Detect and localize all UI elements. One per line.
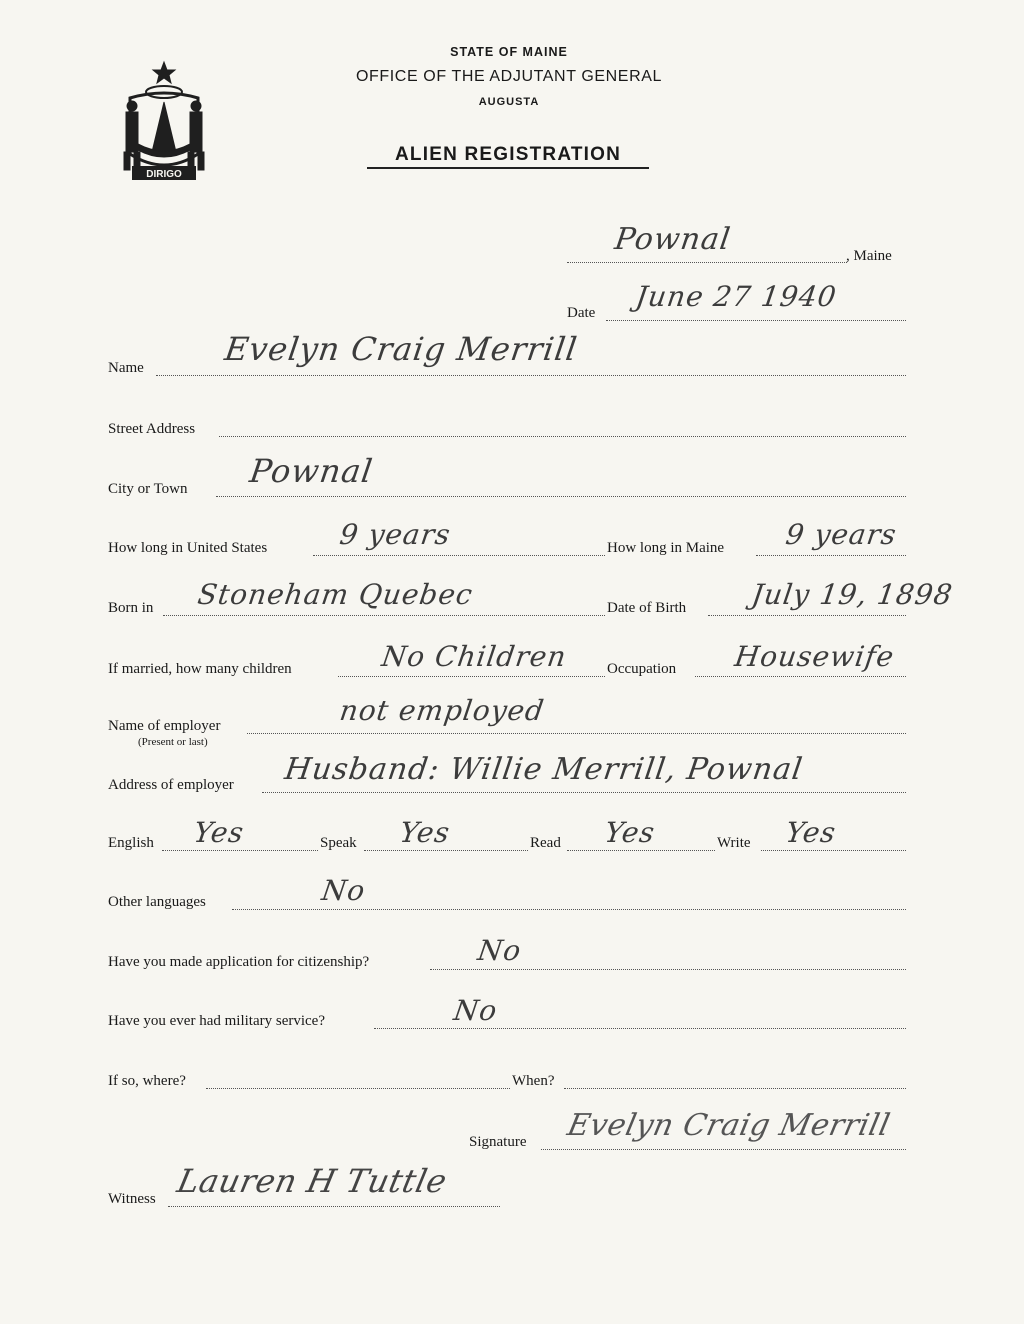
employer-address-label: Address of employer	[108, 777, 234, 793]
witness-line	[168, 1206, 500, 1207]
employer-line	[247, 733, 906, 734]
seal-banner: DIRIGO	[146, 169, 182, 180]
city-label: City or Town	[108, 481, 188, 497]
street-address-label: Street Address	[108, 421, 196, 437]
witness-label: Witness	[108, 1191, 156, 1207]
write-label: Write	[717, 835, 751, 851]
employer-address-line	[262, 792, 906, 793]
form-title: ALIEN REGISTRATION	[394, 144, 622, 165]
name-line	[156, 375, 906, 376]
maine-label: , Maine	[846, 248, 892, 264]
where-label: If so, where?	[108, 1073, 186, 1089]
city-heading: AUGUSTA	[478, 96, 540, 108]
date-value[interactable]: June 27 1940	[633, 280, 839, 313]
speak-label: Speak	[320, 835, 357, 851]
military-label: Have you ever had military service?	[108, 1013, 325, 1029]
maine-duration-label: How long in Maine	[607, 540, 725, 556]
name-label: Name	[108, 360, 144, 376]
place-value[interactable]: Pownal	[612, 222, 733, 257]
state-heading: STATE OF MAINE	[450, 45, 568, 59]
citizenship-value[interactable]: No	[475, 934, 524, 967]
citizenship-label: Have you made application for citizenship?	[108, 954, 370, 970]
military-value[interactable]: No	[451, 994, 500, 1027]
date-label: Date	[567, 305, 596, 321]
speak-line	[364, 850, 528, 851]
born-in-value[interactable]: Stoneham Quebec	[195, 578, 476, 611]
applicant-signature[interactable]: Evelyn Craig Merrill	[564, 1108, 894, 1143]
other-languages-label: Other languages	[108, 894, 206, 910]
dob-line	[708, 615, 906, 616]
read-value[interactable]: Yes	[602, 816, 658, 849]
maine-duration-line	[756, 555, 906, 556]
english-label: English	[108, 835, 154, 851]
maine-duration-value[interactable]: 9 years	[783, 518, 899, 551]
read-line	[567, 850, 715, 851]
occupation-label: Occupation	[607, 661, 677, 677]
us-duration-line	[313, 555, 605, 556]
signature-label: Signature	[469, 1134, 527, 1150]
date-line	[606, 320, 906, 321]
write-line	[761, 850, 906, 851]
us-duration-value[interactable]: 9 years	[337, 518, 453, 551]
children-label: If married, how many children	[108, 661, 292, 677]
title-underline	[367, 167, 649, 169]
us-duration-label: How long in United States	[108, 540, 268, 556]
children-line	[338, 676, 605, 677]
city-value[interactable]: Pownal	[247, 452, 376, 490]
born-in-line	[163, 615, 605, 616]
when-label: When?	[512, 1073, 555, 1089]
office-heading: OFFICE OF THE ADJUTANT GENERAL	[355, 68, 663, 85]
read-label: Read	[530, 835, 561, 851]
street-address-line	[219, 436, 906, 437]
military-line	[374, 1028, 906, 1029]
other-languages-value[interactable]: No	[319, 874, 368, 907]
speak-value[interactable]: Yes	[397, 816, 453, 849]
occupation-value[interactable]: Housewife	[732, 640, 897, 673]
witness-signature[interactable]: Lauren H Tuttle	[173, 1162, 451, 1200]
employer-label: Name of employer	[108, 718, 221, 734]
other-languages-line	[232, 909, 906, 910]
signature-line	[541, 1149, 906, 1150]
when-line	[564, 1088, 906, 1089]
city-line	[216, 496, 906, 497]
employer-value[interactable]: not employed	[337, 694, 547, 727]
name-value[interactable]: Evelyn Craig Merrill	[222, 330, 580, 368]
employer-address-value[interactable]: Husband: Willie Merrill, Pownal	[282, 752, 806, 787]
born-in-label: Born in	[108, 600, 154, 616]
write-value[interactable]: Yes	[783, 816, 839, 849]
children-value[interactable]: No Children	[379, 640, 569, 673]
citizenship-line	[430, 969, 906, 970]
english-value[interactable]: Yes	[191, 816, 247, 849]
place-line	[567, 262, 847, 263]
where-line	[206, 1088, 510, 1089]
english-line	[162, 850, 318, 851]
dob-label: Date of Birth	[607, 600, 687, 616]
dob-value[interactable]: July 19, 1898	[749, 578, 955, 611]
employer-sublabel: (Present or last)	[138, 736, 208, 748]
occupation-line	[695, 676, 906, 677]
